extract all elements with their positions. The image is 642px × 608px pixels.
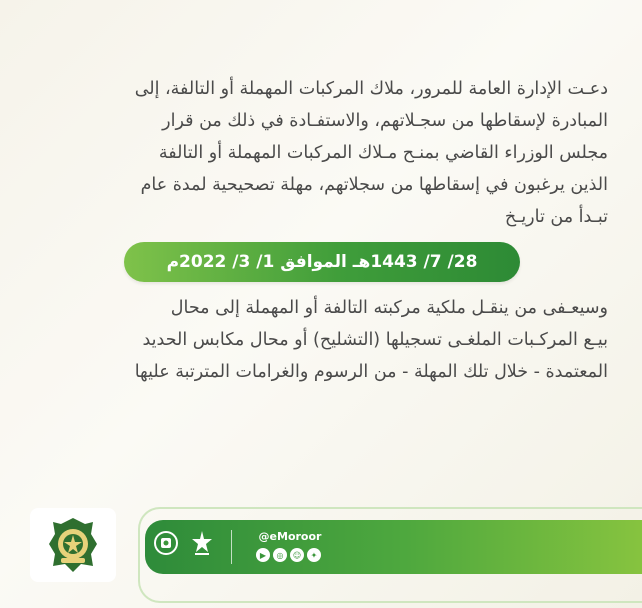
social-handle[interactable]: @eMoroor [258,530,322,543]
social-handle-group [252,526,328,566]
text-line: بيـع المركـبات الملغـى تسجيلها (التشليح) أو محال مكابس الحديد [142,330,608,350]
footer-bar [145,520,642,574]
date-label: 28/ 7/ 1443هـ الموافق 1/ 3/ 2022م [166,252,478,272]
text-line: وسيعـفى من ينقـل ملكية مركبته التالفة أو المهملة إلى محال [170,298,608,318]
text-line: دعـت الإدارة العامة للمرور، ملاك المركبات المهملة أو التالفة، إلى [134,79,608,99]
instagram-icon[interactable]: ◎ [273,548,287,562]
announcement-paragraph-1 [28,73,608,233]
snapchat-icon[interactable]: ☺ [290,548,304,562]
twitter-icon[interactable]: ✦ [307,548,321,562]
traffic-emblem [30,508,116,582]
text-line: المعتمدة - خلال تلك المهلة - من الرسوم والغرامات المترتبة عليها [134,362,608,382]
announcement-paragraph-2 [28,292,608,388]
date-badge [124,242,520,282]
text-line: الذين يرغبون في إسقاطها من سجلاتهم، مهلة تصحيحية لمدة عام [140,175,608,195]
ministry-emblem-icon [188,528,216,558]
traffic-logo-icon [152,528,180,558]
youtube-icon[interactable]: ▶ [256,548,270,562]
social-icons [256,548,321,562]
text-line: مجلس الوزراء القاضي بمنـح مـلاك المركبات المهملة أو التالفة [158,143,608,163]
text-line: تبـدأ من تاريـخ [504,207,608,227]
footer-divider [231,530,232,564]
text-line: المبادرة لإسقاطها من سجـلاتهم، والاستفـادة في ذلك من قرار [162,111,608,131]
traffic-police-badge-icon [43,514,103,576]
